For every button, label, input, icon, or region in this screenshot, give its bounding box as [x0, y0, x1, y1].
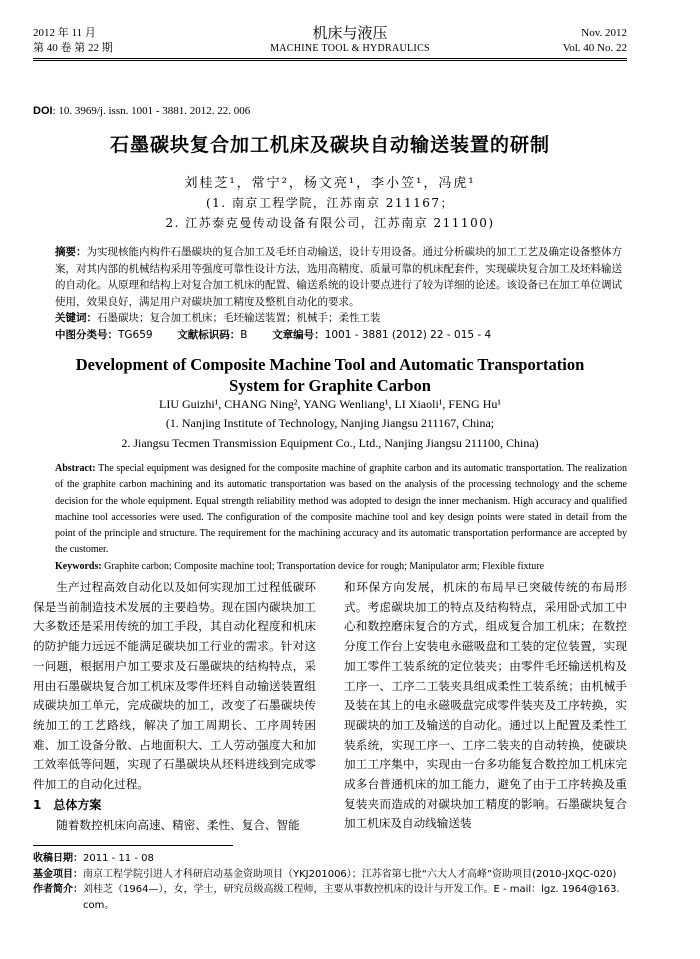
abstract-cn [33, 244, 627, 343]
abstract-en-body [33, 461, 627, 559]
journal-name-en: MACHINE TOOL & HYDRAULICS [270, 43, 430, 54]
volume-issue-en: Vol. 40 No. 22 [562, 42, 627, 54]
keywords-cn-label: 关键词： [55, 312, 97, 324]
body-column-right [344, 578, 627, 834]
keywords-en [33, 559, 627, 575]
footnote-text: 南京工程学院引进人才科研启动基金资助项目（YKJ201006）；江苏省第七批“六大人才高峰”资助项目(2010-JXQC-020) [83, 868, 617, 880]
keywords-en-text: Graphite carbon; Composite machine tool; Transportation device for rough; Manipulator arm; Flexible fixture [104, 560, 545, 572]
footnote-received [33, 851, 627, 867]
abstract-en-label: Abstract: [55, 463, 96, 474]
footnote-label: 作者简介： [33, 884, 83, 895]
body-paragraph: 和环保方向发展，机床的布局早已突破传统的布局形式。考虑碳块加工的特点及结构特点，采用卧式加工中心和数控磨床复合的方式，组成复合加工机床；在数控分度工作台上安装电永磁吸盘和工装的定位装置，实现加工零件工装系统的定位装夹；由零件毛坯输送机构及工序一、工序二工装夹具组成柔性工装系统；由机械手及装在其上的电永磁吸盘完成零件装夹及工序转换，实现碳块的加工及输送的自动化。通过以上配置及柔性工装系统，实现工序一、工序二装夹的自动转换，使碳块加工工序集中，实现由一台多功能复合数控加工机床完成多台普通机床的加工能力，避免了由于工序转换及重复装夹而造成的对碳块加工精度的影响。石墨碳块复合加工机床及自动线输送装 [344, 580, 627, 831]
header-rule-top [33, 58, 627, 59]
volume-issue: 第 40 卷 第 22 期 [33, 42, 113, 54]
footnote-rule [33, 845, 233, 846]
paper-title-cn: 石墨碳块复合加工机床及碳块自动输送装置的研制 [109, 134, 550, 156]
abstract-cn-text: 为实现核能内构件石墨碳块的复合加工及毛坯自动输送，设计专用设备。通过分析碳块的加工工艺及确定设备整体方案，对其内部的机械结构采用等强度可靠性设计方法，选用高精度、质量可靠的机床配套件，实现碳块复合加工及坯料输送的自动化。从原理和结构上对复合加工机床的配置、输送系统的设计要点进行了较为详细的论述。该设备已在加工单位调试使用，效果良好，满足用户对碳块加工精度及整机自动化的要求。 [55, 246, 622, 308]
body-column-left [33, 578, 316, 836]
affiliation-cn-2: 2. 江苏泰克曼传动设备有限公司，江苏南京 211100) [165, 216, 495, 230]
doi-line [33, 105, 250, 117]
doc-code-value: B [240, 328, 248, 341]
abstract-en [33, 461, 627, 575]
section-heading: 1 总体方案 [33, 797, 102, 812]
keywords-en-label: Keywords: [55, 560, 102, 572]
doc-code-label: 文献标识码： [177, 328, 241, 341]
body-paragraph: 生产过程高效自动化以及如何实现加工过程低碳环保是当前制造技术发展的主要趋势。现在国内碳块加工大多数还是采用传统的加工手段，其自动化程度和机床的防护能力远远不能满足碳块加工行业的需求。针对这一问题，根据用户加工要求及石墨碳块的结构特点，采用由石墨碳块复合加工机床及零件坯料自动输送装置组成碳块加工单元，完成碳块的加工，改变了石墨碳块传统加工的工艺路线，解决了加工周期长、工序周转困难、加工设备分散、占地面积大、工人劳动强度大和加工效率低等问题，实现了石墨碳块从坯料进线到完成零件加工的自动化过程。 [33, 580, 316, 792]
affiliation-en-1: (1. Nanjing Institute of Technology, Nanjing Jiangsu 211167, China; [165, 416, 495, 430]
keywords-cn [33, 310, 627, 327]
article-number-label: 文章编号： [272, 328, 325, 341]
footnote-text: 2011 - 11 - 08 [83, 853, 154, 864]
affiliation-en-2: 2. Jiangsu Tecmen Transmission Equipment Co., Ltd., Nanjing Jiangsu 211100, China) [121, 436, 539, 450]
doi-value: : 10. 3969/j. issn. 1001 - 3881. 2012. 22. 006 [52, 105, 251, 117]
issue-date-en: Nov. 2012 [581, 27, 627, 39]
authors-en: LIU Guizhi¹, CHANG Ning², YANG Wenliang¹, LI Xiaoli¹, FENG Hu¹ [159, 397, 501, 411]
footnote-label: 收稿日期： [33, 853, 83, 864]
footnote-author-bio [33, 882, 627, 913]
article-number-value: 1001 - 3881 (2012) 22 - 015 - 4 [324, 328, 492, 341]
paper-title-en-line1: Development of Composite Machine Tool and Automatic Transportation [75, 355, 585, 374]
body-paragraph: 随着数控机床向高速、精密、柔性、复合、智能 [56, 818, 300, 833]
abstract-en-text: The special equipment was designed for the composite machine of graphite carbon and its automatic transportation. The realization of the graphite carbon machining and its automatic transportation was based on the analysis of the processing technology and the scheme decision for the whole equipment. Equal strength reliability method was adopted to design the inner mechanism. High accuracy and qualified machine tool accessories were used. The configuration of the composite machine tool and key design points were stated in detail from the point of the principle and structure. The requirement for the machining accuracy and its automatic transportation performance are accepted by the customer. [55, 463, 627, 556]
running-header-right [563, 26, 627, 56]
footnote-text: 刘桂芝（1964—），女，学士，研究员级高级工程师，主要从事数控机床的设计与开发工作。E - mail：lgz. 1964@163. com。 [83, 884, 620, 911]
keywords-cn-text: 石墨碳块；复合加工机床；毛坯输送装置；机械手；柔性工装 [97, 312, 381, 324]
abstract-cn-label: 摘要： [55, 246, 87, 258]
journal-name-cn: 机床与液压 [312, 24, 388, 42]
abstract-cn-body [33, 244, 627, 310]
header-rule-bottom [33, 60, 627, 61]
class-number-label: 中图分类号： [55, 328, 118, 341]
issue-date: 2012 年 11 月 [33, 27, 96, 39]
doi-label: DOI [33, 105, 53, 117]
footnote-funding [33, 867, 627, 883]
affiliation-cn-1: (1. 南京工程学院，江苏南京 211167； [205, 196, 455, 210]
running-header-left [33, 26, 113, 56]
running-header-center [200, 24, 500, 56]
paper-title-en-line2: System for Graphite Carbon [229, 376, 431, 395]
footnote-label: 基金项目： [33, 868, 83, 880]
classification-line [33, 327, 627, 344]
authors-cn: 刘桂芝¹，常宁²，杨文亮¹，李小笠¹，冯虎¹ [184, 176, 476, 191]
class-number-value: TG659 [118, 328, 153, 341]
footnotes [33, 851, 627, 913]
